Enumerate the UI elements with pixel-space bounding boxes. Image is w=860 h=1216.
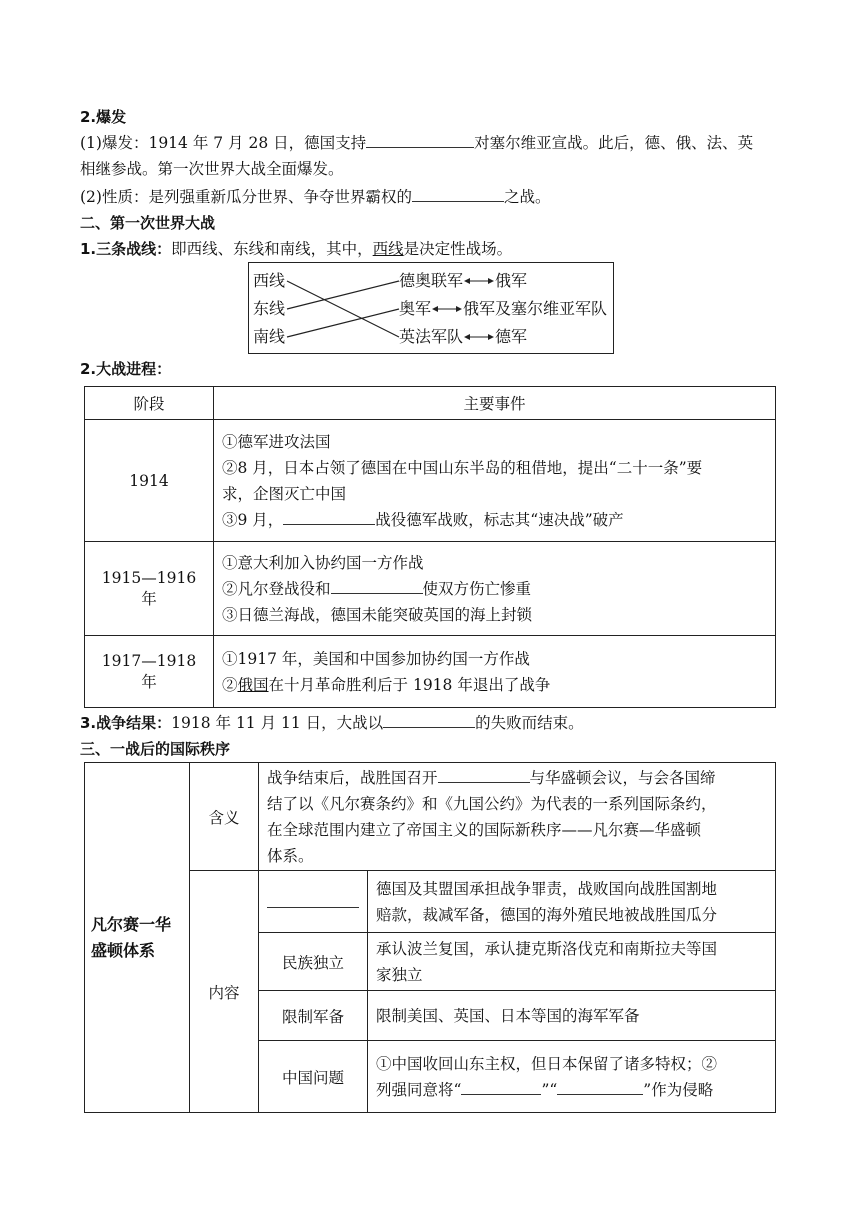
fill-blank[interactable] [366,132,474,148]
front-west: 西线 [253,271,286,290]
link-east-germanaustrian [287,281,399,309]
stage-cell: 1917—1918 年 [85,636,214,708]
event-line [222,507,767,533]
text: ”“ [541,1080,558,1099]
fill-blank[interactable] [331,578,423,594]
item-label: 中国问题 [259,1041,368,1113]
item-cell [368,871,776,933]
item-line: 家独立 [376,965,423,984]
event-line: ②8 月，日本占领了德国在中国山东半岛的租借地，提出“二十一条”要 [222,458,703,477]
link-west-anglofrench [287,281,399,337]
meaning-line: 体系。 [267,846,314,865]
table-row [85,420,776,542]
text: 的失败而结束。 [475,714,584,732]
text: 使双方伤亡惨重 [422,579,532,598]
war-process-label: 2.大战进程： [80,360,172,378]
text: 列强同意将“ [376,1080,462,1099]
front-east: 东线 [253,299,286,318]
versailles-table [84,762,776,1113]
text: ②凡尔登战役和 [222,579,331,598]
text: 对塞尔维亚宣战。此后，德、俄、法、英 [474,134,754,152]
army-2: 奥军 [399,299,432,318]
section-heading-order: 三、一战后的国际秩序 [80,740,231,758]
text: (2)性质：是列强重新瓜分世界、争夺世界霸权的 [80,188,412,206]
events-cell [214,636,776,708]
label: 3.战争结果： [80,714,172,732]
table-row [85,636,776,708]
event-line [222,576,767,602]
opponent-3: 德军 [495,327,528,346]
section-heading-ww1: 二、第一次世界大战 [80,214,216,232]
fill-blank[interactable] [557,1079,643,1095]
stage-cell: 1915—1916 年 [85,542,214,636]
event-line: ①意大利加入协约国一方作战 [222,553,424,572]
item-line: 承认波兰复国，承认捷克斯洛伐克和南斯拉夫等国 [376,939,718,958]
meaning-line [267,765,767,791]
item-line: 限制美国、英国、日本等国的海军军备 [376,1006,640,1025]
meaning-label: 含义 [190,763,259,871]
table-header-row [85,387,776,420]
event-line: 求，企图灭亡中国 [222,484,347,503]
system-label-2: 盛顿体系 [91,940,156,960]
underlined-text: 西线 [372,240,404,258]
outbreak-paragraph-1-cont: 相继参战。第一次世界大战全面爆发。 [80,160,344,178]
connector-lines [249,263,613,353]
three-fronts-line [80,238,512,260]
fronts-diagram [248,262,614,354]
item-line [376,1077,767,1103]
outbreak-paragraph-1 [80,132,753,154]
text: 是决定性战场。 [403,240,513,258]
table-row [85,542,776,636]
text: 在十月革命胜利后于 1918 年退出了战争 [268,675,551,694]
fill-blank[interactable] [438,767,530,783]
war-result-line [80,712,584,734]
text: ② [222,675,238,694]
underlined-text: 俄国 [237,675,269,694]
label: 1.三条战线： [80,240,172,258]
text: 战役德军战败，标志其“速决战”破产 [375,510,624,529]
text: 即西线、东线和南线，其中， [171,240,373,258]
text: 1918 年 11 月 11 日，大战以 [171,714,384,732]
item-cell [368,1041,776,1113]
item-line: 德国及其盟国承担战争罪责，战败国向战胜国割地 [376,879,718,898]
system-cell [85,763,190,1113]
event-line [222,672,767,698]
text: 与华盛顿会议，与会各国缔 [529,768,716,787]
text: (1)爆发：1914 年 7 月 28 日，德国支持 [80,134,367,152]
meaning-row [85,763,776,871]
text: 之战。 [503,188,551,206]
army-3: 英法军队 [399,327,464,346]
text: ③9 月， [222,510,284,529]
item-label-blank [259,871,368,933]
text: ”作为侵略 [643,1080,714,1099]
meaning-line: 在全球范围内建立了帝国主义的国际新秩序——凡尔赛—华盛顿 [267,820,702,839]
opponent-1: 俄军 [495,271,528,290]
text: 战争结束后，战胜国召开 [267,768,438,787]
event-line: ①1917 年，美国和中国参加协约国一方作战 [222,649,530,668]
section-heading-outbreak: 2.爆发 [80,108,127,126]
fill-blank[interactable] [267,892,359,908]
meaning-cell [259,763,776,871]
front-south: 南线 [253,327,286,346]
war-process-table [84,386,776,708]
meaning-line: 结了以《凡尔赛条约》和《九国公约》为代表的一系列国际条约， [267,794,717,813]
header-stage: 阶段 [85,387,214,420]
fill-blank[interactable] [412,186,504,202]
outbreak-paragraph-2 [80,186,550,208]
stage-cell: 1914 [85,420,214,542]
system-label-1: 凡尔赛一华 [91,914,172,934]
events-cell [214,542,776,636]
item-label: 民族独立 [259,933,368,991]
item-line: 赔款，裁减军备，德国的海外殖民地被战胜国瓜分 [376,905,718,924]
item-label: 限制军备 [259,991,368,1041]
item-cell [368,933,776,991]
events-cell [214,420,776,542]
event-line: ①德军进攻法国 [222,432,331,451]
army-1: 德奥联军 [399,271,464,290]
link-south-austrian [287,309,399,337]
fill-blank[interactable] [383,712,475,728]
item-line: ①中国收回山东主权，但日本保留了诸多特权；② [376,1054,718,1073]
opponent-2: 俄军及塞尔维亚军队 [463,299,608,318]
fill-blank[interactable] [283,509,375,525]
event-line: ③日德兰海战，德国未能突破英国的海上封锁 [222,605,533,624]
content-label: 内容 [190,871,259,1113]
fill-blank[interactable] [461,1079,541,1095]
header-events: 主要事件 [214,387,776,420]
item-cell [368,991,776,1041]
